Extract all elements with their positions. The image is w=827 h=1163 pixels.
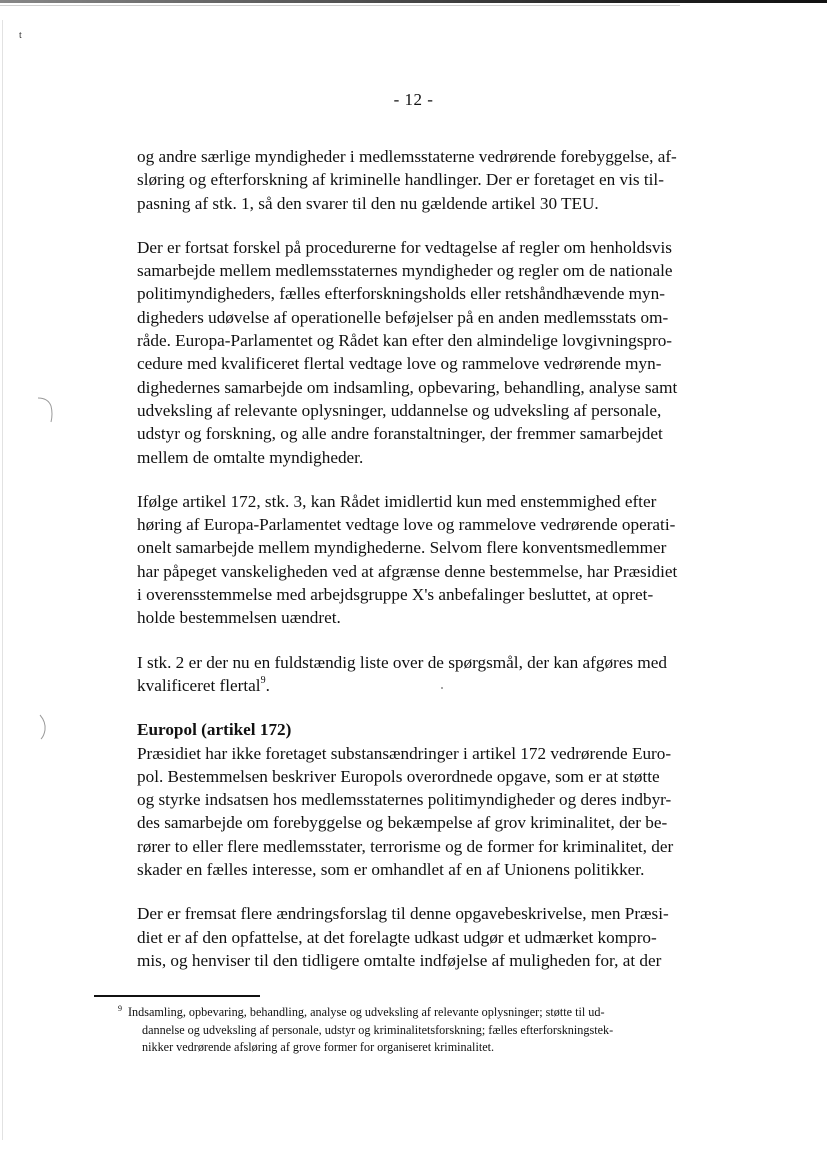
footnote-reference[interactable]: 9 <box>260 675 266 687</box>
section-heading: Europol (artikel 172) <box>137 720 292 740</box>
footnote-line <box>118 1000 730 1022</box>
paragraph-1 <box>137 145 729 215</box>
text-line: udstyr og forskning, og alle andre foranstaltninger, der fremmer samarbejdet <box>137 424 663 444</box>
text-line-end: . <box>265 675 270 695</box>
footnote-line: nikker vedrørende afsløring af grove former for organiseret kriminalitet. <box>142 1040 495 1055</box>
text-line: mellem de omtalte myndigheder. <box>137 447 364 467</box>
paragraph-6 <box>137 902 729 972</box>
text-line: pasning af stk. 1, så den svarer til den nu gældende artikel 30 TEU. <box>137 193 599 213</box>
footnote-separator <box>94 995 260 997</box>
paragraph-4 <box>137 651 729 698</box>
scan-speck <box>441 687 443 689</box>
text-line: sløring og efterforskning af kriminelle handlinger. Der er foretaget en vis til- <box>137 170 664 190</box>
text-line: holde bestemmelsen uændret. <box>137 608 341 628</box>
text-line: kvalificeret flertal <box>137 675 261 695</box>
text-line: høring af Europa-Parlamentet vedtage love og rammelove vedrørende operati- <box>137 515 676 535</box>
text-line: Præsidiet har ikke foretaget substansændringer i artikel 172 vedrørende Euro- <box>137 743 672 763</box>
text-line: råde. Europa-Parlamentet og Rådet kan efter den almindelige lovgivningspro- <box>137 331 673 351</box>
text-line: har påpeget vanskeligheden ved at afgrænse denne bestemmelse, har Præsidiet <box>137 561 678 581</box>
text-line: politimyndigheders, fælles efterforskningsholds eller retshåndhævende myn- <box>137 284 665 304</box>
text-line: skader en fælles interesse, som er omhandlet af en af Unionens politikker. <box>137 860 645 880</box>
text-line: des samarbejde om forebyggelse og bekæmpelse af grov kriminalitet, der be- <box>137 813 668 833</box>
scan-left-edge <box>2 20 3 1140</box>
paragraph-3 <box>137 490 729 630</box>
text-line: og styrke indsatsen hos medlemsstaternes politimyndigheder og deres indbyr- <box>137 790 672 810</box>
scan-top-border-faint <box>0 5 680 6</box>
paragraph-2 <box>137 236 729 469</box>
scan-top-border <box>0 0 827 3</box>
text-line: onelt samarbejde mellem myndighederne. Selvom flere konventsmedlemmer <box>137 538 667 558</box>
text-line: I stk. 2 er der nu en fuldstændig liste over de spørgsmål, der kan afgøres med <box>137 652 667 672</box>
text-line: Der er fremsat flere ændringsforslag til denne opgavebeskrivelse, men Præsi- <box>137 904 669 924</box>
text-line: digheders udøvelse af operationelle beføjelser på en anden medlemsstats om- <box>137 307 669 327</box>
footnote-number: 9 <box>118 1004 122 1013</box>
text-line: udveksling af relevante oplysninger, uddannelse og udveksling af personale, <box>137 400 662 420</box>
page-number: - 12 - <box>393 90 434 109</box>
text-line: Der er fortsat forskel på procedurerne for vedtagelse af regler om henholdsvis <box>137 237 672 257</box>
text-line: rører to eller flere medlemsstater, terrorisme og de former for kriminalitet, der <box>137 836 674 856</box>
footnote-line: dannelse og udveksling af personale, udstyr og kriminalitetsforskning; fælles efterforskningstek- <box>142 1022 614 1037</box>
paragraph-5 <box>137 742 729 882</box>
corner-mark: t <box>19 30 22 41</box>
footnote <box>118 1000 730 1057</box>
text-line: samarbejde mellem medlemsstaternes myndigheder og regler om de nationale <box>137 261 673 281</box>
text-line: dighedernes samarbejde om indsamling, opbevaring, behandling, analyse samt <box>137 377 678 397</box>
text-line: cedure med kvalificeret flertal vedtage love og rammelove vedrørende myn- <box>137 354 662 374</box>
text-line: og andre særlige myndigheder i medlemsstaterne vedrørende forebyggelse, af- <box>137 147 677 166</box>
text-line: Ifølge artikel 172, stk. 3, kan Rådet imidlertid kun med enstemmighed efter <box>137 491 657 511</box>
footnote-text: Indsamling, opbevaring, behandling, analyse og udveksling af relevante oplysninger; støtte til ud- <box>128 1005 605 1020</box>
punch-hole-mark-lower <box>36 712 52 742</box>
text-line: pol. Bestemmelsen beskriver Europols overordnede opgave, som er at støtte <box>137 766 660 786</box>
text-line: i overensstemmelse med arbejdsgruppe X's anbefalinger besluttet, at opret- <box>137 585 654 605</box>
text-line: mis, og henviser til den tidligere omtalte indføjelse af muligheden for, at der <box>137 950 662 970</box>
text-line: diet er af den opfattelse, at det forelagte udkast udgør et udmærket kompro- <box>137 927 657 947</box>
punch-hole-mark-upper <box>36 392 58 426</box>
page-body <box>137 145 729 993</box>
